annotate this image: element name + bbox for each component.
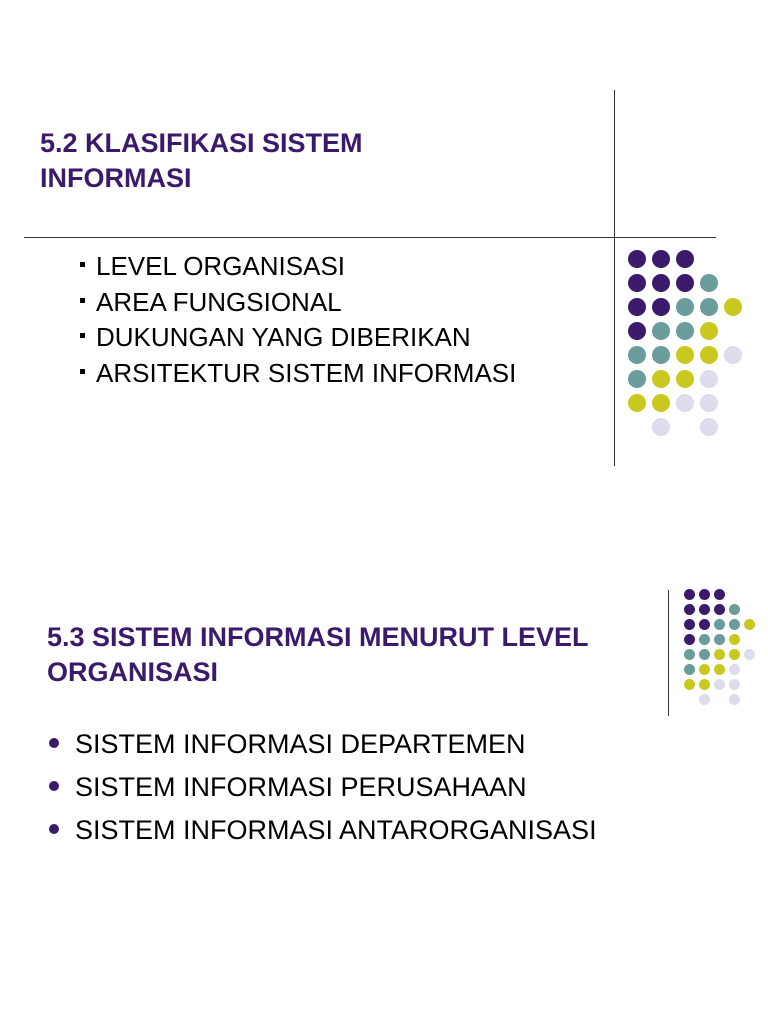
- decorative-dot: [676, 274, 694, 292]
- decorative-dot: [684, 649, 695, 660]
- decorative-dot: [652, 274, 670, 292]
- decorative-dot: [714, 619, 725, 630]
- decorative-dot: [700, 322, 718, 340]
- decorative-dot: [714, 664, 725, 675]
- decorative-dot: [714, 634, 725, 645]
- decorative-dot: [744, 619, 755, 630]
- decorative-dot: [684, 664, 695, 675]
- bullet-text: SISTEM INFORMASI DEPARTEMEN: [75, 729, 526, 759]
- decorative-dot: [684, 619, 695, 630]
- decorative-dot: [699, 664, 710, 675]
- decorative-dot: [700, 346, 718, 364]
- slide-2: [0, 512, 768, 1024]
- decorative-dot: [729, 664, 740, 675]
- decorative-dot: [699, 634, 710, 645]
- square-bullet-icon: [80, 298, 85, 303]
- round-bullet-icon: [49, 824, 59, 834]
- decorative-dot: [699, 679, 710, 690]
- decorative-dot: [628, 394, 646, 412]
- decorative-dot: [628, 250, 646, 268]
- decorative-dot: [652, 322, 670, 340]
- decorative-dot: [714, 679, 725, 690]
- bullet-text: ARSITEKTUR SISTEM INFORMASI: [96, 357, 517, 388]
- slide-2-title-line-1: 5.3 SISTEM INFORMASI MENURUT LEVEL: [47, 622, 589, 652]
- square-bullet-icon: [80, 262, 85, 267]
- decorative-dot: [729, 679, 740, 690]
- decorative-dot: [628, 346, 646, 364]
- bullet-text: LEVEL ORGANISASI: [96, 251, 346, 281]
- decorative-dot: [676, 346, 694, 364]
- decorative-dot: [652, 298, 670, 316]
- decorative-dot: [684, 679, 695, 690]
- decorative-dot: [676, 370, 694, 388]
- slide-1-bullet-list: [76, 251, 516, 393]
- decorative-dot: [744, 649, 755, 660]
- decorative-dot: [700, 298, 718, 316]
- decorative-dot: [676, 250, 694, 268]
- decorative-dot: [729, 694, 740, 705]
- slide-2-title: [47, 620, 589, 690]
- bullet-text: SISTEM INFORMASI ANTARORGANISASI: [75, 815, 597, 845]
- list-item: [76, 358, 516, 394]
- slide-1-title-line-1: 5.2 KLASIFIKASI SISTEM: [40, 128, 363, 158]
- slide-2-bullet-list: [46, 728, 597, 857]
- decorative-dot: [700, 394, 718, 412]
- decorative-dot: [700, 418, 718, 436]
- decorative-dot: [676, 394, 694, 412]
- decorative-dot: [652, 394, 670, 412]
- list-item: [46, 814, 597, 857]
- decorative-dot: [628, 370, 646, 388]
- slide-1-vertical-divider: [614, 90, 615, 466]
- square-bullet-icon: [80, 369, 85, 374]
- slide-2-vertical-divider: [668, 590, 669, 716]
- decorative-dot: [699, 649, 710, 660]
- decorative-dot: [652, 346, 670, 364]
- decorative-dot: [699, 589, 710, 600]
- round-bullet-icon: [49, 781, 59, 791]
- bullet-text: AREA FUNGSIONAL: [96, 286, 342, 317]
- round-bullet-icon: [49, 738, 59, 748]
- bullet-text: DUKUNGAN YANG DIBERIKAN: [96, 322, 471, 352]
- decorative-dot: [684, 604, 695, 615]
- list-item: [46, 728, 597, 771]
- decorative-dot: [729, 634, 740, 645]
- decorative-dot: [684, 589, 695, 600]
- decorative-dot: [676, 322, 694, 340]
- decorative-dot: [724, 298, 742, 316]
- decorative-dot: [628, 274, 646, 292]
- decorative-dot: [652, 370, 670, 388]
- decorative-dot: [699, 619, 710, 630]
- decorative-dot: [699, 604, 710, 615]
- decorative-dot: [729, 649, 740, 660]
- decorative-dot: [628, 298, 646, 316]
- decorative-dot: [652, 250, 670, 268]
- decorative-dot: [700, 370, 718, 388]
- decorative-dot: [676, 298, 694, 316]
- decorative-dot: [628, 322, 646, 340]
- decorative-dot: [724, 346, 742, 364]
- list-item: [76, 322, 516, 358]
- bullet-text: SISTEM INFORMASI PERUSAHAAN: [75, 772, 527, 802]
- decorative-dot: [729, 604, 740, 615]
- slide-1-title-line-2: INFORMASI: [40, 163, 192, 194]
- decorative-dot: [729, 619, 740, 630]
- decorative-dot: [714, 649, 725, 660]
- slide-2-title-line-2: ORGANISASI: [47, 657, 219, 688]
- list-item: [76, 287, 516, 323]
- decorative-dot: [714, 604, 725, 615]
- square-bullet-icon: [80, 333, 85, 338]
- list-item: [76, 251, 516, 287]
- decorative-dot: [652, 418, 670, 436]
- decorative-dot: [699, 694, 710, 705]
- slide-1-title: [40, 126, 363, 196]
- decorative-dot: [714, 589, 725, 600]
- decorative-dot: [700, 274, 718, 292]
- list-item: [46, 771, 597, 814]
- decorative-dot: [684, 634, 695, 645]
- slide-1-horizontal-divider: [24, 237, 716, 238]
